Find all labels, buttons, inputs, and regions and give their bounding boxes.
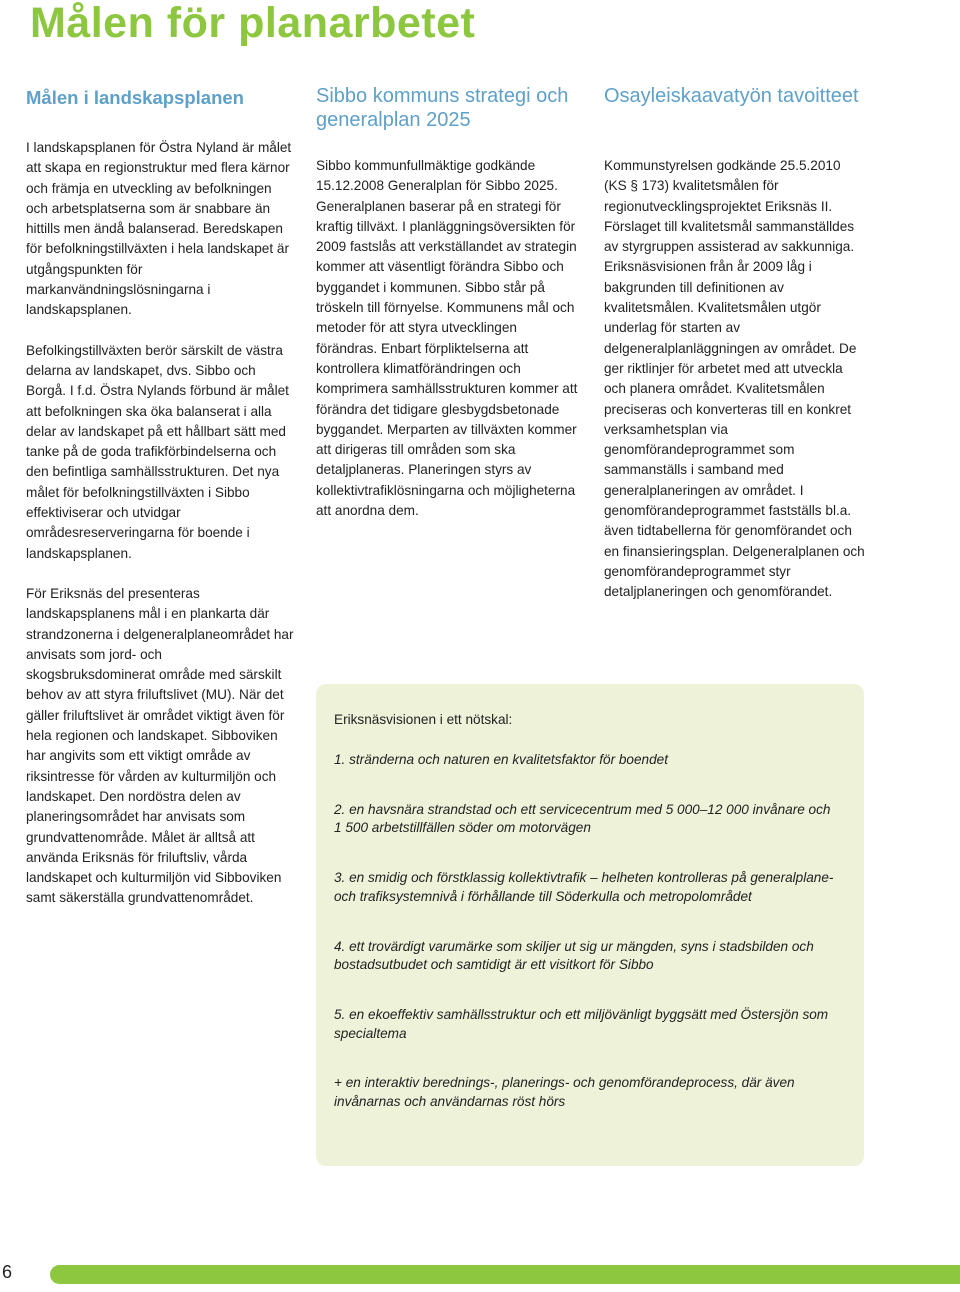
vision-item: 3. en smidig och förstklassig kollektivtrafik – helheten kontrolleras på generalplane- och trafiksystemnivå i förhållande till Söderkulla och metropolområdet xyxy=(334,870,834,904)
column-strategi xyxy=(316,84,580,521)
column-heading: Sibbo kommuns strategi och generalplan 2025 xyxy=(316,85,569,131)
page-number: 6 xyxy=(2,1262,13,1282)
footer-bar xyxy=(50,1265,960,1284)
vision-item: 2. en havsnära strandstad och ett servicecentrum med 5 000–12 000 invånare och 1 500 arbetstillfällen söder om motorvägen xyxy=(334,801,831,836)
body-paragraph: Sibbo kommunfullmäktige godkände 15.12.2008 Generalplan för Sibbo 2025. Generalplanen baserar på en strategi för kraftig tillväxt. I planläggningsöversikten för 2009 fastslås att verkställandet av strategin kommer att väsentligt förändra Sibbo och byggandet i kommunen. Sibbo står på tröskeln till förnyelse. Kommunens mål och metoder för att styra utvecklingen förändras. Enbart förpliktelserna att kontrollera klimatförändringen och komprimera samhällsstrukturen kommer att förändra det tidigare glesbygdsbetonade byggandet. Merparten av tillväxten kommer att dirigeras till områden som ska detaljplaneras. Planeringen styrs av kollektivtrafiklösningarna och möjligheterna att anordna dem. xyxy=(316,158,578,519)
vision-item: 1. stränderna och naturen en kvalitetsfaktor för boendet xyxy=(334,752,669,767)
vision-item: + en interaktiv berednings-, planerings- och genomförandeprocess, där även invånarnas och användarnas röst hörs xyxy=(334,1075,795,1110)
body-paragraph: För Eriksnäs del presenteras landskapsplanens mål i en plankarta där strandzonerna i delgeneralplaneområdet har anvisats som jord- och skogsbruksdominerat område med särskilt behov av att styra friluftslivet (MU). När det gäller friluftslivet är området viktigt även för hela regionen och landskapet. Sibboviken har angivits som ett viktigt område av riksintresse för vården av kulturmiljön och landskapet. Den nordöstra delen av planeringsområdet har anvisats som grundvattenområde. Målet är alltså att använda Eriksnäs för friluftsliv, vårda landskapet och kulturmiljön vid Sibboviken samt säkerställa grundvattenområdet. xyxy=(26,585,294,906)
column-tavoitteet xyxy=(604,84,866,603)
body-paragraph: I landskapsplanen för Östra Nyland är målet att skapa en regionstruktur med flera kärnor och främja en utveckling av befolkningen och arbetsplatserna som är snabbare än hittills men ändå balanserad. Beredskapen för befolkningstillväxten i hela landskapet är utgångspunkten för markanvändningslösningarna i landskapsplanen. xyxy=(26,140,292,318)
vision-box xyxy=(316,684,864,1166)
vision-item: 4. ett trovärdigt varumärke som skiljer ut sig ur mängden, syns i stadsbilden och bostadsutbudet och samtidigt är ett visitkort för Sibbo xyxy=(334,938,814,973)
vision-title: Eriksnäsvisionen i ett nötskal: xyxy=(334,712,513,727)
page-title: Målen för planarbetet xyxy=(30,0,476,47)
vision-item: 5. en ekoeffektiv samhällsstruktur och ett miljövänligt byggsätt med Östersjön som specialtema xyxy=(334,1006,829,1041)
column-heading: Målen i landskapsplanen xyxy=(26,87,244,108)
column-landskapsplanen xyxy=(26,84,294,929)
body-paragraph: Kommunstyrelsen godkände 25.5.2010 (KS § 173) kvalitetsmålen för regionutvecklingsprojektet Eriksnäs II. Förslaget till kvalitetsmål sammanställdes av styrgruppen assisterad av sakkunniga. Eriksnäsvisionen från år 2009 låg i bakgrunden till definitionen av kvalitetsmålen. Kvalitetsmålen utgör underlag för starten av delgeneralplanläggningen av området. De ger riktlinjer för arbetet med att utveckla och planera området. Kvalitetsmålen preciseras och konverteras till en konkret verksamhetsplan via genomförandeprogrammet som sammanställs i samband med generalplaneringen av området. I genomförandeprogrammet fastställs bl.a. även tidtabellerna för genomförandet och en finansieringsplan. Delgeneralplanen och genomförandeprogrammet styr detaljplaneringen och genomförandet. xyxy=(604,158,865,600)
body-paragraph: Befolkingstillväxten berör särskilt de västra delarna av landskapet, dvs. Sibbo och Borgå. I f.d. Östra Nylands förbund är målet att befolkningen ska öka balanserat i alla delar av landskapet på ett hållbart sätt med tanke på de goda trafikförbindelserna och den befintliga samhällsstrukturen. Det nya målet för befolkningstillväxten i Sibbo effektiviserar och utvidgar områdesreserveringarna för boende i landskapsplanen. xyxy=(26,342,289,561)
column-heading: Osayleiskaavatyön tavoitteet xyxy=(604,85,859,107)
